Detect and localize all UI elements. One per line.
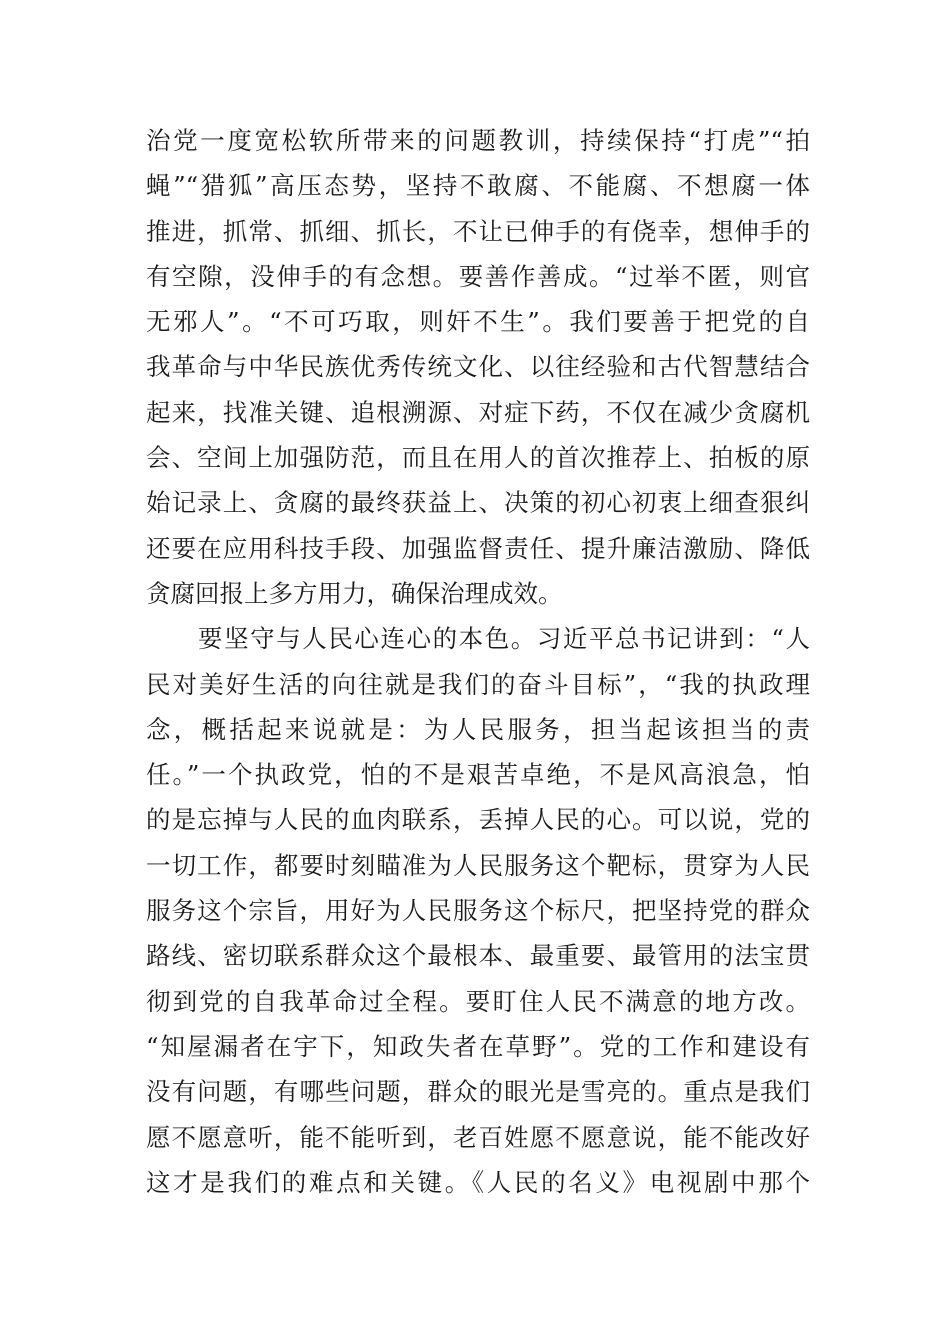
text-line: 推进，抓常、抓细、抓长，不让已伸手的有侥幸，想伸手的 — [146, 216, 810, 246]
text-line: 任。”一个执政党，怕的不是艰苦卓绝，不是风高浪急，怕 — [146, 760, 810, 790]
text-line: 还要在应用科技手段、加强监督责任、提升廉洁激励、降低 — [146, 533, 810, 563]
text-line: “知屋漏者在宇下，知政失者在草野”。党的工作和建设有 — [146, 1031, 810, 1061]
body-text — [146, 118, 810, 1205]
paragraph-start-line: 要坚守与人民心连心的本色。习近平总书记讲到：“人 — [198, 624, 810, 654]
text-line: 念，概括起来说就是：为人民服务，担当起该担当的责 — [146, 714, 810, 744]
text-line: 始记录上、贪腐的最终获益上、决策的初心初衷上细查狠纠 — [146, 488, 810, 518]
text-line: 路线、密切联系群众这个最根本、最重要、最管用的法宝贯 — [146, 941, 810, 971]
text-line: 贪腐回报上多方用力，确保治理成效。 — [146, 578, 563, 608]
text-line: 服务这个宗旨，用好为人民服务这个标尺，把坚持党的群众 — [146, 896, 810, 926]
text-line: 愿不愿意听，能不能听到，老百姓愿不愿意说，能不能改好 — [146, 1122, 810, 1152]
text-line: 我革命与中华民族优秀传统文化、以往经验和古代智慧结合 — [146, 352, 810, 382]
text-line: 无邪人”。“不可巧取，则奸不生”。我们要善于把党的自 — [146, 307, 810, 337]
text-line: 会、空间上加强防范，而且在用人的首次推荐上、拍板的原 — [146, 443, 810, 473]
text-line: 民对美好生活的向往就是我们的奋斗目标”，“我的执政理 — [146, 669, 810, 699]
text-line: 治党一度宽松软所带来的问题教训，持续保持“打虎”“拍 — [146, 126, 810, 155]
text-line: 彻到党的自我革命过全程。要盯住人民不满意的地方改。 — [146, 986, 810, 1016]
text-line: 起来，找准关键、追根溯源、对症下药，不仅在减少贪腐机 — [146, 397, 810, 427]
text-line: 一切工作，都要时刻瞄准为人民服务这个靶标，贯穿为人民 — [146, 850, 810, 880]
text-line: 没有问题，有哪些问题，群众的眼光是雪亮的。重点是我们 — [146, 1077, 810, 1107]
text-line: 有空隙，没伸手的有念想。要善作善成。“过举不匿，则官 — [146, 261, 810, 291]
text-line: 这才是我们的难点和关键。《人民的名义》电视剧中那个 — [146, 1167, 810, 1197]
text-line: 蝇”“猎狐”高压态势，坚持不敢腐、不能腐、不想腐一体 — [146, 171, 810, 201]
text-line: 的是忘掉与人民的血肉联系，丢掉人民的心。可以说，党的 — [146, 805, 810, 835]
